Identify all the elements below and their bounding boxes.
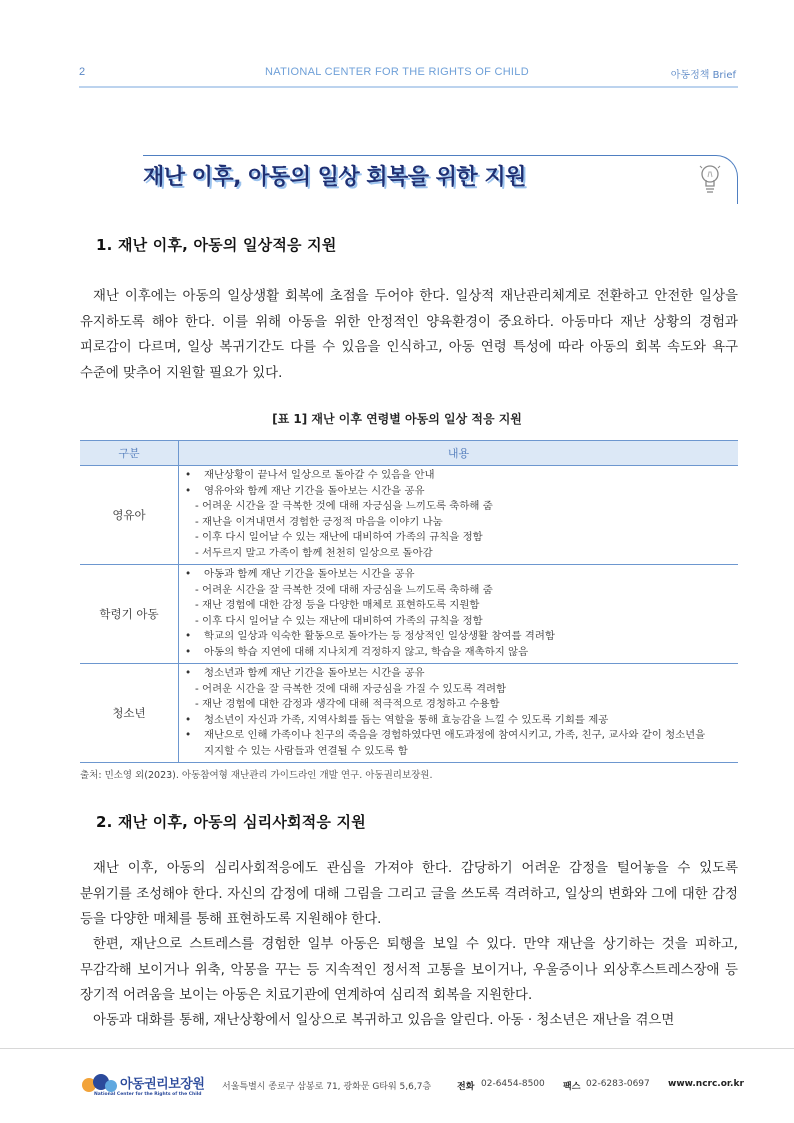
table-row [80,664,738,763]
section2-heading: 2. 재난 이후, 아동의 심리사회적응 지원 [96,813,366,831]
sub-item: - 서두르지 말고 가족이 함께 천천히 일상으로 돌아감 [195,546,433,559]
sub-item: - 어려운 시간을 잘 극복한 것에 대해 자긍심을 가질 수 있도록 격려함 [195,682,507,695]
footer-fax-label: 팩스 [563,1082,581,1092]
sub-item: - 재난 경험에 대한 감정과 생각에 대해 적극적으로 경청하고 수용함 [195,698,500,710]
table-cell-category: 청소년 [80,664,179,763]
sub-item: - 재난을 이겨내면서 경험한 긍정적 마음을 이야기 나눔 [195,515,443,528]
table-cell-content [179,664,739,763]
sub-item: - 어려운 시간을 잘 극복한 것에 대해 자긍심을 느끼도록 축하해 줌 [195,583,493,596]
footer-divider [0,1048,794,1049]
section2-paragraph: 한편, 재난으로 스트레스를 경험한 일부 아동은 퇴행을 보일 수 있다. 만약 재난을 상기하는 것을 피하고, 무감각해 보이거나 위축, 악몽을 꾸는 등 지속적인 정서적 고통을 보이거나, 우울증이나 외상후스트레스장애 등 장기적 어려움을 보이는 아동은 치료기관에 연계하여 심리적 회복을 지원한다. [80,937,738,1003]
bullet-item: • 재난상황이 끝나서 일상으로 돌아갈 수 있음을 안내 [183,468,732,484]
bullet-item: • 아동과 함께 재난 기간을 돌아보는 시간을 공유 [183,567,732,583]
org-logo[interactable] [80,1073,220,1101]
header-divider [79,86,738,88]
table-header-row [80,441,738,466]
table-cell-content [179,565,739,664]
table-cell-category: 학령기 아동 [80,565,179,664]
table-header-content: 내용 [179,441,739,466]
logo-text: 아동권리보장원 [120,1077,205,1092]
section-banner [143,155,739,205]
bullet-item: • 영유아와 함께 재난 기간을 돌아보는 시간을 공유 [183,484,732,500]
section1-paragraph: 재난 이후에는 아동의 일상생활 회복에 초점을 두어야 한다. 일상적 재난관리체계로 전환하고 안전한 일상을 유지하도록 해야 한다. 이를 위해 아동을 위한 안정적인 양육환경이 중요하다. 아동마다 재난 상황의 경험과 피로감이 다르며, 일상 복귀기간도 다를 수 있음을 인식하고, 아동 연령 특성에 따라 아동의 회복 속도와 욕구 수준에 맞추어 지원할 필요가 있다. [80,289,738,381]
bullet-item: • 학교의 일상과 익숙한 활동으로 돌아가는 등 정상적인 일상생활 참여를 격려함 [183,629,732,645]
sub-item: - 이후 다시 일어날 수 있는 재난에 대비하여 가족의 규칙을 정함 [195,614,483,627]
table-row [80,565,738,664]
sub-item: - 어려운 시간을 잘 극복한 것에 대해 자긍심을 느끼도록 축하해 줌 [195,500,493,512]
footer-tel-label: 전화 [457,1082,475,1092]
header-org-name: NATIONAL CENTER FOR THE RIGHTS OF CHILD [265,66,529,78]
bullet-item: • 청소년과 함께 재난 기간을 돌아보는 시간을 공유 [183,666,732,682]
page-number: 2 [79,66,86,78]
logo-subtitle: National Center for the Rights of the Child [94,1092,202,1097]
bullet-item: • 청소년이 자신과 가족, 지역사회를 돕는 역할을 통해 효능감을 느낄 수 있도록 기회를 제공 [183,713,732,729]
header-series-name: 아동정책 Brief [670,70,736,81]
section1-heading: 1. 재난 이후, 아동의 일상적응 지원 [96,236,337,254]
footer-website-link[interactable]: www.ncrc.or.kr [668,1079,744,1089]
footer-address: 서울특별시 종로구 삼봉로 71, 광화문 G타워 5,6,7층 [222,1082,432,1092]
bullet-item: • 재난으로 인해 가족이나 친구의 죽음을 경험하였다면 애도과정에 참여시키고, 가족, 친구, 교사와 같이 청소년을 [183,728,732,744]
banner-title: 재난 이후, 아동의 일상 회복을 위한 지원 [143,165,526,190]
sub-item: - 이후 다시 일어날 수 있는 재난에 대비하여 가족의 규칙을 정함 [195,531,483,543]
table-caption: [표 1] 재난 이후 연령별 아동의 일상 적응 지원 [272,412,522,426]
sub-item: - 재난 경험에 대한 감정 등을 다양한 매체로 표현하도록 지원함 [195,599,480,611]
table-header-category: 구분 [80,441,179,466]
footer-fax: 02-6283-0697 [586,1079,650,1089]
table-source: 출처: 민소영 외(2023). 아동참여형 재난관리 가이드라인 개발 연구. 아동권리보장원. [80,770,433,781]
sub-item: 지지할 수 있는 사람들과 연결될 수 있도록 함 [204,744,408,757]
table-cell-content [179,466,739,565]
footer-tel: 02-6454-8500 [481,1079,545,1089]
section2-paragraph: 아동과 대화를 통해, 재난상황에서 일상으로 복귀하고 있음을 알린다. 아동 · 청소년은 재난을 겪으면 [93,1013,675,1028]
section2-paragraph: 재난 이후, 아동의 심리사회적응에도 관심을 가져야 한다. 감당하기 어려운 감정을 털어놓을 수 있도록 분위기를 조성해야 한다. 자신의 감정에 대해 그림을 그리고 글을 쓰도록 격려하고, 일상의 변화와 그에 대한 감정 등을 다양한 매체를 통해 표현하도록 지원해야 한다. [80,861,738,927]
support-table [80,440,738,763]
table-row [80,466,738,565]
bullet-item: • 아동의 학습 지연에 대해 지나치게 걱정하지 않고, 학습을 재촉하지 않음 [183,645,732,661]
lightbulb-icon [699,163,721,197]
table-cell-category: 영유아 [80,466,179,565]
